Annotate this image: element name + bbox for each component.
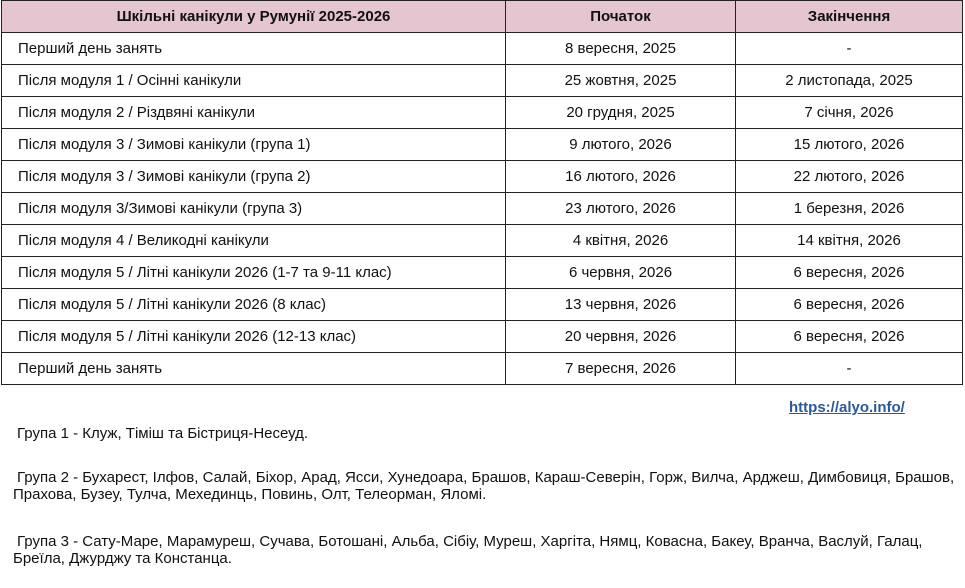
header-period: Шкільні канікули у Румунії 2025-2026 (2, 1, 506, 33)
start-date-cell: 25 жовтня, 2025 (506, 65, 736, 97)
header-end: Закінчення (736, 1, 963, 33)
end-date-cell: 6 вересня, 2026 (736, 257, 963, 289)
period-cell: Після модуля 3 / Зимові канікули (група 1) (2, 129, 506, 161)
period-cell: Перший день занять (2, 33, 506, 65)
start-date-cell: 20 червня, 2026 (506, 321, 736, 353)
period-cell: Після модуля 5 / Літні канікули 2026 (1-7 та 9-11 клас) (2, 257, 506, 289)
period-cell: Після модуля 3 / Зимові канікули (група 2) (2, 161, 506, 193)
table-row (2, 97, 963, 129)
period-cell: Після модуля 2 / Різдвяні канікули (2, 97, 506, 129)
start-date-cell: 6 червня, 2026 (506, 257, 736, 289)
start-date-cell: 7 вересня, 2026 (506, 353, 736, 385)
table-row (2, 129, 963, 161)
period-cell: Після модуля 4 / Великодні канікули (2, 225, 506, 257)
table-header (2, 1, 963, 33)
end-date-cell: 15 лютого, 2026 (736, 129, 963, 161)
table-row (2, 321, 963, 353)
start-date-cell: 23 лютого, 2026 (506, 193, 736, 225)
start-date-cell: 4 квітня, 2026 (506, 225, 736, 257)
table-row (2, 353, 963, 385)
end-date-cell: 6 вересня, 2026 (736, 289, 963, 321)
table-row (2, 257, 963, 289)
period-cell: Після модуля 1 / Осінні канікули (2, 65, 506, 97)
table-row (2, 161, 963, 193)
table-row (2, 225, 963, 257)
end-date-cell: 7 січня, 2026 (736, 97, 963, 129)
end-date-cell: 14 квітня, 2026 (736, 225, 963, 257)
period-cell: Перший день занять (2, 353, 506, 385)
end-date-cell: 22 лютого, 2026 (736, 161, 963, 193)
group-2-note: Група 2 - Бухарест, Ілфов, Салай, Біхор, Арад, Ясси, Хунедоара, Брашов, Караш-Северін, Горж, Вилча, Арджеш, Димбовиця, Брашов, Прахова, Бузеу, Тулча, Мехединць, Повинь, Олт, Телеорман, Яломі. (13, 469, 955, 503)
period-cell: Після модуля 5 / Літні канікули 2026 (8 клас) (2, 289, 506, 321)
end-date-cell: 2 листопада, 2025 (736, 65, 963, 97)
table-row (2, 33, 963, 65)
period-cell: Після модуля 3/Зимові канікули (група 3) (2, 193, 506, 225)
period-cell: Після модуля 5 / Літні канікули 2026 (12-13 клас) (2, 321, 506, 353)
start-date-cell: 20 грудня, 2025 (506, 97, 736, 129)
start-date-cell: 16 лютого, 2026 (506, 161, 736, 193)
group-3-note: Група 3 - Сату-Маре, Марамуреш, Сучава, Ботошані, Альба, Сібіу, Муреш, Харгіта, Нямц, Ковасна, Бакеу, Вранча, Васлуй, Галац, Бреїла, Джурджу та Констанца. (13, 533, 923, 567)
table-row (2, 65, 963, 97)
table-row (2, 193, 963, 225)
table-row (2, 289, 963, 321)
source-link[interactable]: https://alyo.info/ (789, 399, 905, 416)
group-1-note: Група 1 - Клуж, Тіміш та Бістриця-Несеуд. (17, 425, 309, 442)
header-start: Початок (506, 1, 736, 33)
vacation-table (1, 0, 963, 385)
start-date-cell: 8 вересня, 2025 (506, 33, 736, 65)
end-date-cell: 6 вересня, 2026 (736, 321, 963, 353)
end-date-cell: - (736, 33, 963, 65)
end-date-cell: - (736, 353, 963, 385)
start-date-cell: 13 червня, 2026 (506, 289, 736, 321)
end-date-cell: 1 березня, 2026 (736, 193, 963, 225)
start-date-cell: 9 лютого, 2026 (506, 129, 736, 161)
